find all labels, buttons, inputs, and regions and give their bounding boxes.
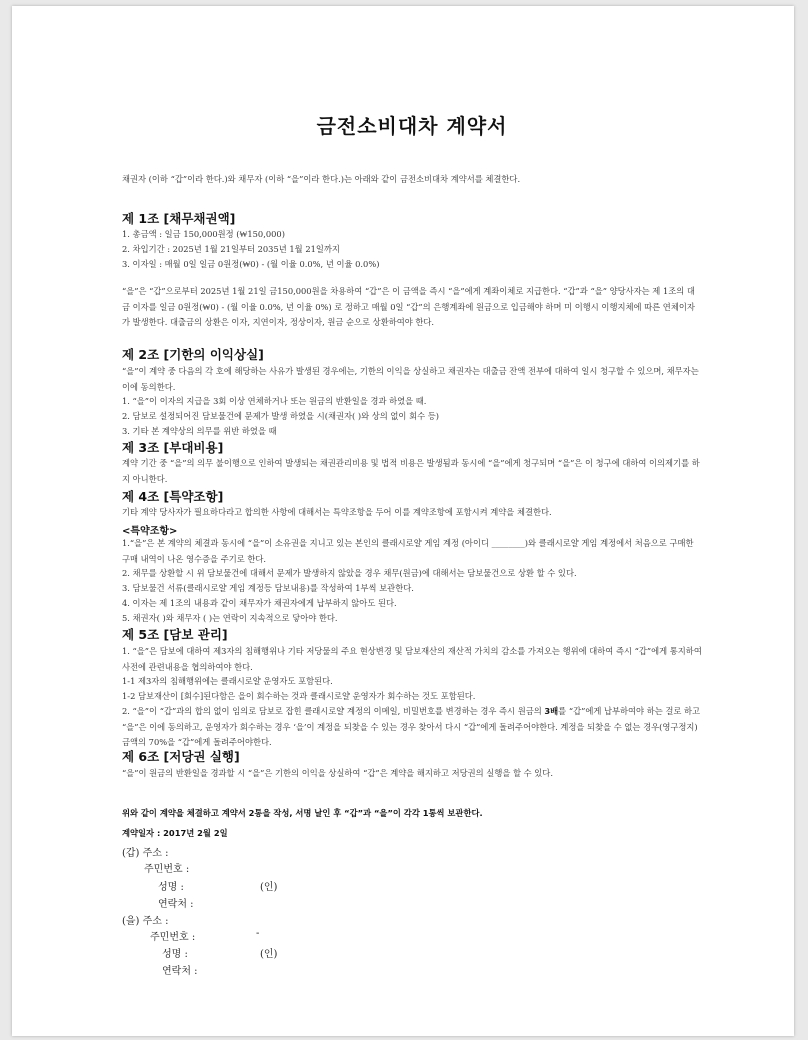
article-4-paragraph: 기타 계약 당사자가 필요하다라고 합의한 사항에 대해서는 특약조항을 두어 이를 계약조항에 포함시켜 계약을 체결한다. bbox=[122, 507, 552, 517]
article-6-heading: 제 6조 [저당권 실행] bbox=[122, 749, 240, 764]
article-5-item-2-text-a: 2. “을”이 “갑”과의 합의 없이 임의로 담보로 잡힌 클래시로얄 계정의 이메일, 비밀번호를 변경하는 경우 즉시 원금의 bbox=[122, 706, 545, 716]
article-5-item-2-text-b: 를 “갑”에게 납부하여야 하는 걸로 하고 “을”은 이에 동의하고, 운영자가 회수하는 경우 ‘을’이 계정을 되찾을 수 있는 경우 찾아서 다시 “갑”에게 돌려주어야한다. 계정을 되찾을 수 없는 경우(영구정지) 금액의 70%을 “갑”에게 돌려주어야한다. bbox=[122, 706, 701, 747]
party-b-name-label: 성명 : bbox=[162, 949, 188, 960]
article-1-item-3: 3. 이자일 : 매월 0일 일금 0원정(₩0) - (월 이율 0.0%, 년 이율 0.0%) bbox=[122, 259, 380, 269]
article-5-item-1: 1. “을”은 담보에 대하여 제3자의 침해행위나 기타 저당물의 주요 현상변경 및 담보재산의 재산적 가치의 감소를 가져오는 행위에 대하여 즉시 “갑”에게 통지하여 사전에 관련내용을 협의하여야 한다. bbox=[122, 646, 702, 672]
article-6-paragraph: “을”이 원금의 반환일을 경과할 시 “을”은 기한의 이익을 상실하여 “갑”은 계약을 해지하고 저당권의 실행을 할 수 있다. bbox=[122, 768, 553, 778]
party-b-address-label: (을) 주소 : bbox=[122, 916, 169, 927]
contract-date: 계약일자 : 2017년 2월 2일 bbox=[122, 828, 228, 838]
article-3-paragraph: 계약 기간 중 “을”의 의무 불이행으로 인하여 발생되는 채권관리비용 및 법적 비용은 발생됨과 동시에 “을”에게 청구되며 “을”은 이 청구에 대하여 이의제기를 하지 아니한다. bbox=[122, 458, 700, 484]
document-title: 금전소비대차 계약서 bbox=[316, 114, 508, 138]
party-a-contact-label: 연락처 : bbox=[158, 899, 194, 910]
article-1-item-2: 2. 차입기간 : 2025년 1월 21일부터 2035년 1월 21일까지 bbox=[122, 244, 340, 254]
article-1-item-1: 1. 총금액 : 일금 150,000원정 (₩150,000) bbox=[122, 229, 285, 239]
article-1-heading: 제 1조 [채무채권액] bbox=[122, 211, 236, 226]
party-b-seal: (인) bbox=[260, 949, 278, 960]
party-a-seal: (인) bbox=[260, 882, 278, 893]
article-4-item-2: 2. 채무를 상환할 시 위 담보물건에 대해서 문제가 발생하지 않았을 경우 채무(원금)에 대해서는 담보물건으로 상환 할 수 있다. bbox=[122, 568, 577, 578]
article-3-heading: 제 3조 [부대비용] bbox=[122, 440, 224, 455]
article-2-item-1: 1. “을”이 이자의 지급을 3회 이상 연체하거나 또는 원금의 반환일을 경과 하였을 때. bbox=[122, 396, 427, 406]
party-b-rrn-label: 주민번호 : bbox=[150, 932, 196, 943]
article-5-item-1-1: 1-1 제3자의 침해행위에는 클래시로얄 운영자도 포함된다. bbox=[122, 676, 333, 686]
article-5-heading: 제 5조 [담보 관리] bbox=[122, 627, 228, 642]
article-2-heading: 제 2조 [기한의 이익상실] bbox=[122, 347, 264, 362]
article-4-heading: 제 4조 [특약조항] bbox=[122, 489, 224, 504]
party-b-contact-label: 연락처 : bbox=[162, 966, 198, 977]
article-5-item-2 bbox=[122, 704, 702, 751]
article-4-item-3: 3. 담보물건 서류(클래시로얄 게임 계정등 담보내용)를 작성하여 1부씩 보관한다. bbox=[122, 583, 414, 593]
article-4-item-1: 1.“을”은 본 계약의 체결과 동시에 “을”이 소유권을 지니고 있는 본인의 클래시로얄 게임 계정 (아이디 ________)와 클래시로얄 게임 계정에서 처음으로 구매한 구매 내역이 나온 영수증을 주기로 한다. bbox=[122, 538, 694, 564]
article-1-paragraph: “을”은 “갑”으로부터 2025년 1월 21일 금150,000원을 차용하여 “갑”은 이 금액을 즉시 “을”에게 계좌이체로 지급한다. “갑”과 “을” 양당사자는 제 1조의 대금 이자를 일금 0원정(₩0) - (월 이율 0.0%, 년 이율 0%) 로 정하고 매월 0일 “갑”의 은행계좌에 원금으로 입금해야 하며 미 이행시 이행지체에 따른 연체이자가 발생한다. 대출금의 상환은 이자, 지연이자, 정상이자, 원금 순으로 상환하여야 한다. bbox=[122, 286, 695, 327]
closing-statement: 위와 같이 계약을 체결하고 계약서 2통을 작성, 서명 날인 후 “갑”과 “을”이 각각 1통씩 보관한다. bbox=[122, 808, 483, 818]
document-page bbox=[12, 6, 794, 1036]
party-b-rrn-value: - bbox=[256, 928, 260, 939]
article-2-item-3: 3. 기타 본 계약상의 의무를 위반 하였을 때 bbox=[122, 426, 277, 436]
article-5-item-2-emphasis: 3배 bbox=[544, 706, 559, 716]
article-2-item-2: 2. 담보로 설정되어진 담보물건에 문제가 발생 하였을 시(채권자( )와 상의 없이 회수 등) bbox=[122, 411, 440, 421]
article-5-item-1-2: 1-2 담보재산이 [회수]된다함은 을이 회수하는 것과 클래시로얄 운영자가 회수하는 것도 포함된다. bbox=[122, 691, 476, 701]
special-terms-label: <특약조항> bbox=[122, 526, 178, 537]
party-a-name-label: 성명 : bbox=[158, 882, 184, 893]
article-4-item-5: 5. 채권자( )와 채무자 ( )는 연락이 지속적으로 닿아야 한다. bbox=[122, 613, 338, 623]
intro-text: 채권자 (이하 “갑”이라 한다.)와 채무자 (이하 “을”이라 한다.)는 아래와 같이 금전소비대차 계약서를 체결한다. bbox=[122, 174, 521, 184]
article-2-paragraph: “을”이 계약 중 다음의 각 호에 해당하는 사유가 발생된 경우에는, 기한의 이익을 상실하고 채권자는 대출금 잔액 전부에 대하여 일시 청구할 수 있으며, 채무자는 이에 동의한다. bbox=[122, 366, 699, 392]
article-4-item-4: 4. 이자는 제 1조의 내용과 같이 채무자가 채권자에게 납부하지 않아도 된다. bbox=[122, 598, 397, 608]
party-a-address-label: (갑) 주소 : bbox=[122, 848, 169, 859]
party-a-rrn-label: 주민번호 : bbox=[144, 864, 190, 875]
